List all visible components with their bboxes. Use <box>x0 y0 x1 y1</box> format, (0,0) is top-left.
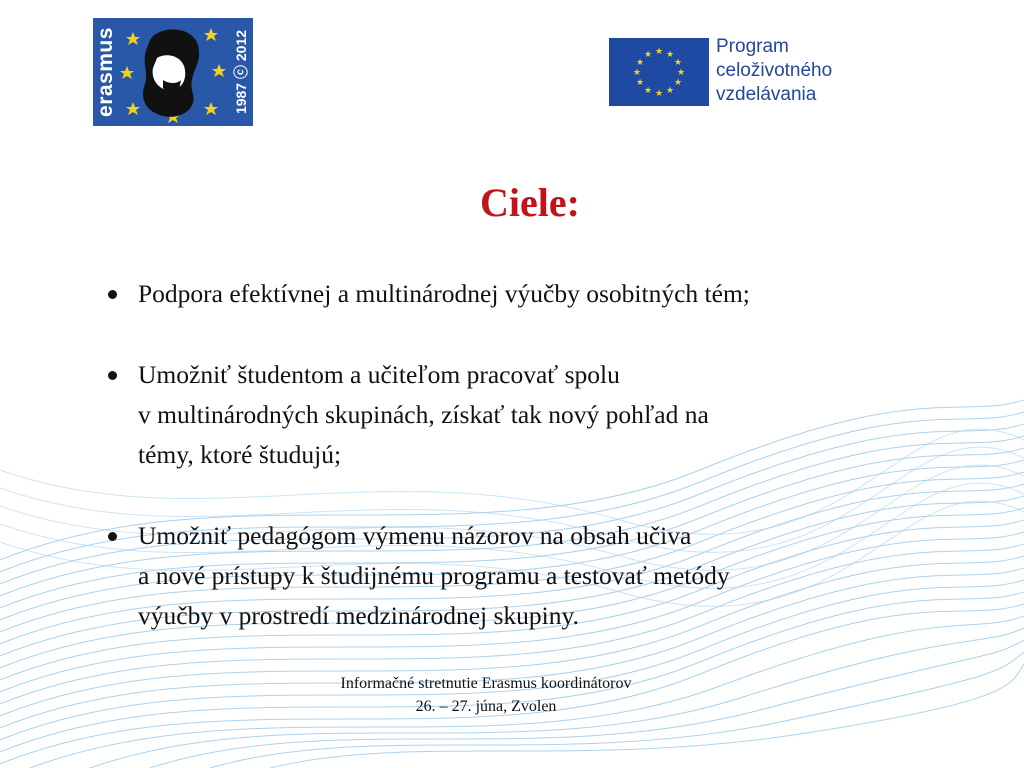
bullet-dot-icon <box>108 290 117 299</box>
slide-title: Ciele: <box>480 180 580 225</box>
erasmus-years: 1987 ⓒ 2012 <box>233 29 249 115</box>
footer-event-name: Informačné stretnutie Erasmus koordinátorov <box>340 675 632 692</box>
footer-event-date: 26. – 27. júna, Zvolen <box>415 698 557 715</box>
bullet-dot-icon <box>108 532 117 541</box>
eu-program-line-1: Program <box>716 36 789 57</box>
bullet-dot-icon <box>108 371 117 380</box>
svg-text:★: ★ <box>643 86 653 96</box>
slide-footer <box>300 672 672 718</box>
svg-text:★: ★ <box>654 47 664 57</box>
bullet-line: a nové prístupy k študijnému programu a testovať metódy <box>138 561 730 590</box>
bullet-line: Umožniť študentom a učiteľom pracovať spolu <box>138 360 620 389</box>
erasmus-wordmark-strip <box>93 18 119 126</box>
eu-program-line-2: celoživotného <box>716 60 833 81</box>
svg-text:★: ★ <box>673 78 683 88</box>
erasmus-wordmark: erasmus <box>94 27 117 117</box>
bullet-line: témy, ktoré študujú; <box>138 440 342 469</box>
svg-text:★: ★ <box>676 68 686 78</box>
svg-text:★: ★ <box>673 58 683 68</box>
erasmus-logo <box>93 18 253 126</box>
svg-text:★: ★ <box>665 50 675 60</box>
svg-text:★: ★ <box>643 50 653 60</box>
svg-text:★: ★ <box>665 86 675 96</box>
list-item <box>106 274 986 314</box>
eu-program-name <box>716 35 886 107</box>
list-item <box>106 355 986 475</box>
bullet-line: v multinárodných skupinách, získať tak nový pohľad na <box>138 400 709 429</box>
svg-text:★: ★ <box>635 58 645 68</box>
bullet-line: Umožniť pedagógom výmenu názorov na obsah učiva <box>138 521 692 550</box>
svg-text:★: ★ <box>654 89 664 99</box>
eu-program-line-3: vzdelávania <box>716 84 817 105</box>
bullet-line: výučby v prostredí medzinárodnej skupiny. <box>138 601 579 630</box>
eu-flag-icon <box>609 38 709 106</box>
goals-list <box>106 274 986 636</box>
list-item <box>106 516 986 636</box>
svg-text:★: ★ <box>632 68 642 78</box>
svg-text:★: ★ <box>635 78 645 88</box>
bullet-line: Podpora efektívnej a multinárodnej výučby osobitných tém; <box>138 279 750 308</box>
erasmus-years-strip <box>229 18 253 126</box>
